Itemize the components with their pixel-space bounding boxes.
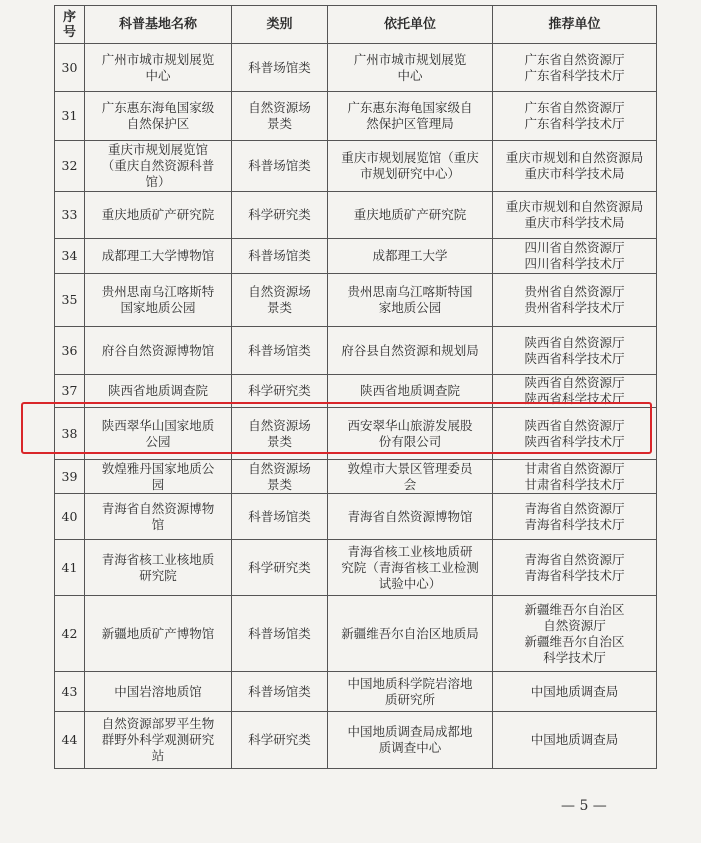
cell-text-line: 试验中心） xyxy=(378,575,442,591)
cell-text-line: 府谷县自然资源和规划局 xyxy=(341,342,479,358)
cell-name xyxy=(85,375,232,408)
cell-text-line: 市规划研究中心） xyxy=(359,166,460,181)
cell-seq: 32 xyxy=(55,141,85,192)
cell-text-line: 科普场馆类 xyxy=(248,59,311,75)
cell-text-line: 陕西省科学技术厅 xyxy=(524,350,625,366)
table-row xyxy=(55,274,657,327)
cell-name xyxy=(85,408,232,460)
cell-text-line: 重庆市规划和自然资源局 xyxy=(505,199,644,214)
cell-text-line: 科普场馆类 xyxy=(248,158,311,173)
cell-text-line: 青海省自然资源厅 xyxy=(524,551,625,567)
table-row xyxy=(55,712,657,769)
cell-text-line: 重庆市规划展览馆（重庆 xyxy=(341,150,479,165)
cell-text-line: 甘肃省自然资源厅 xyxy=(524,460,625,476)
cell-name xyxy=(85,712,232,769)
cell-recommender xyxy=(493,672,657,712)
cell-category xyxy=(232,92,328,141)
cell-seq: 40 xyxy=(55,494,85,540)
cell-category xyxy=(232,460,328,494)
table-row xyxy=(55,494,657,540)
cell-recommender xyxy=(493,44,657,92)
cell-category xyxy=(232,596,328,672)
page-number: — 5 — xyxy=(561,798,607,814)
cell-name xyxy=(85,494,232,540)
cell-text-line: 广州市城市规划展览 xyxy=(101,51,215,67)
table-row xyxy=(55,460,657,494)
cell-host xyxy=(328,540,493,596)
cell-recommender xyxy=(493,712,657,769)
cell-text-line: 重庆市科学技术局 xyxy=(524,215,625,230)
cell-text-line: 贵州省自然资源厅 xyxy=(524,284,625,299)
cell-recommender xyxy=(493,540,657,596)
cell-text-line: 园 xyxy=(151,476,165,492)
cell-text-line: 科学研究类 xyxy=(248,559,311,575)
cell-text-line: 馆） xyxy=(145,174,171,189)
cell-text-line: 自然资源厅 xyxy=(543,617,606,633)
table-row xyxy=(55,44,657,92)
cell-text-line: 群野外科学观测研究 xyxy=(101,732,215,747)
cell-text-line: 西安翠华山旅游发展股 xyxy=(347,417,473,433)
cell-category xyxy=(232,141,328,192)
cell-text-line: 广东惠东海龟国家级自 xyxy=(347,100,473,115)
cell-seq: 36 xyxy=(55,327,85,375)
table-row xyxy=(55,239,657,274)
cell-recommender xyxy=(493,408,657,460)
cell-seq: 37 xyxy=(55,375,85,408)
cell-text-line: 重庆市规划展览馆 xyxy=(107,142,208,157)
cell-host xyxy=(328,494,493,540)
cell-seq: 41 xyxy=(55,540,85,596)
cell-category xyxy=(232,494,328,540)
cell-text-line: 青海省自然资源博物馆 xyxy=(347,508,473,524)
cell-category xyxy=(232,274,328,327)
cell-text-line: 广东省科学技术厅 xyxy=(524,116,625,131)
cell-text-line: 馆 xyxy=(151,516,165,532)
cell-text-line: 重庆市科学技术局 xyxy=(524,166,625,181)
cell-seq: 30 xyxy=(55,44,85,92)
cell-text-line: 青海省核工业核地质研 xyxy=(347,543,473,559)
cell-recommender xyxy=(493,274,657,327)
cell-text-line: 青海省自然资源厅 xyxy=(524,500,625,516)
cell-text-line: 新疆维吾尔自治区 xyxy=(524,633,625,649)
cell-text-line: 敦煌雅丹国家地质公 xyxy=(101,460,215,476)
cell-text-line: 自然资源场 xyxy=(248,284,311,299)
cell-host xyxy=(328,712,493,769)
cell-category xyxy=(232,192,328,239)
cell-text-line: 陕西省自然资源厅 xyxy=(524,334,625,350)
cell-seq: 44 xyxy=(55,712,85,769)
cell-text-line: 新疆维吾尔自治区地质局 xyxy=(341,625,479,641)
cell-text-line: 青海省科学技术厅 xyxy=(524,516,625,532)
table-body xyxy=(55,44,657,769)
cell-text-line: 成都理工大学博物馆 xyxy=(101,248,215,263)
header-category: 类别 xyxy=(232,6,328,44)
cell-category xyxy=(232,672,328,712)
cell-text-line: 科学研究类 xyxy=(248,207,311,222)
cell-text-line: 中国地质调查局 xyxy=(530,683,619,699)
cell-text-line: 研究院 xyxy=(139,567,177,583)
cell-text-line: 科普场馆类 xyxy=(248,683,311,699)
cell-host xyxy=(328,44,493,92)
cell-host xyxy=(328,92,493,141)
cell-text-line: 新疆地质矿产博物馆 xyxy=(101,625,215,641)
cell-category xyxy=(232,375,328,408)
header-seq: 序 号 xyxy=(55,6,85,44)
cell-text-line: 自然资源场 xyxy=(248,460,311,476)
cell-text-line: 陕西省科学技术厅 xyxy=(524,433,625,449)
cell-text-line: 景类 xyxy=(266,300,292,315)
cell-text-line: 国家地质公园 xyxy=(120,300,196,315)
cell-text-line: 府谷自然资源博物馆 xyxy=(101,342,215,358)
cell-text-line: 自然保护区 xyxy=(126,116,190,131)
cell-recommender xyxy=(493,92,657,141)
cell-name xyxy=(85,92,232,141)
table-row xyxy=(55,596,657,672)
cell-text-line: 景类 xyxy=(266,433,292,449)
cell-seq: 34 xyxy=(55,239,85,274)
cell-recommender xyxy=(493,192,657,239)
cell-text-line: 质调查中心 xyxy=(378,740,442,755)
cell-name xyxy=(85,327,232,375)
table-row xyxy=(55,375,657,408)
cell-text-line: 青海省科学技术厅 xyxy=(524,567,625,583)
cell-seq: 31 xyxy=(55,92,85,141)
cell-text-line: 科普场馆类 xyxy=(248,342,311,358)
cell-text-line: 中国地质调查局 xyxy=(530,732,619,747)
cell-recommender xyxy=(493,141,657,192)
cell-text-line: 自然资源场 xyxy=(248,100,311,115)
cell-name xyxy=(85,672,232,712)
cell-text-line: 陕西翠华山国家地质 xyxy=(101,417,215,433)
cell-text-line: 景类 xyxy=(266,476,292,492)
cell-text-line: 四川省自然资源厅 xyxy=(524,240,625,255)
cell-text-line: 陕西省自然资源厅 xyxy=(524,417,625,433)
cell-text-line: 贵州省科学技术厅 xyxy=(524,300,625,315)
cell-text-line: 陕西省地质调查院 xyxy=(359,383,460,398)
cell-text-line: 青海省核工业核地质 xyxy=(101,551,215,567)
cell-text-line: 广州市城市规划展览 xyxy=(353,51,467,67)
cell-text-line: 成都理工大学 xyxy=(372,248,448,263)
cell-text-line: 广东惠东海龟国家级 xyxy=(101,100,215,115)
cell-recommender xyxy=(493,494,657,540)
cell-recommender xyxy=(493,239,657,274)
cell-text-line: 重庆地质矿产研究院 xyxy=(101,207,215,222)
cell-name xyxy=(85,274,232,327)
cell-name xyxy=(85,141,232,192)
cell-host xyxy=(328,408,493,460)
cell-name xyxy=(85,596,232,672)
cell-text-line: 敦煌市大景区管理委员 xyxy=(347,460,473,476)
cell-host xyxy=(328,460,493,494)
cell-text-line: 景类 xyxy=(266,116,292,131)
cell-category xyxy=(232,44,328,92)
cell-category xyxy=(232,540,328,596)
cell-host xyxy=(328,239,493,274)
cell-text-line: （重庆自然资源科普 xyxy=(101,158,215,173)
cell-recommender xyxy=(493,327,657,375)
cell-host xyxy=(328,672,493,712)
cell-text-line: 站 xyxy=(151,748,165,763)
cell-seq: 39 xyxy=(55,460,85,494)
cell-name xyxy=(85,460,232,494)
cell-text-line: 中心 xyxy=(145,67,171,83)
cell-recommender xyxy=(493,460,657,494)
cell-text-line: 陕西省自然资源厅 xyxy=(524,375,625,390)
table-row xyxy=(55,92,657,141)
cell-text-line: 中国地质调查局成都地 xyxy=(347,724,473,739)
cell-category xyxy=(232,712,328,769)
cell-name xyxy=(85,239,232,274)
cell-seq: 35 xyxy=(55,274,85,327)
table-header-row xyxy=(55,6,657,44)
cell-text-line: 重庆市规划和自然资源局 xyxy=(505,150,644,165)
table-row xyxy=(55,327,657,375)
cell-recommender xyxy=(493,375,657,408)
cell-text-line: 自然资源场 xyxy=(248,417,311,433)
cell-seq: 33 xyxy=(55,192,85,239)
cell-text-line: 中国地质科学院岩溶地 xyxy=(347,675,473,691)
cell-recommender xyxy=(493,596,657,672)
cell-text-line: 质研究所 xyxy=(384,691,435,707)
table-row xyxy=(55,141,657,192)
cell-text-line: 贵州思南乌江喀斯特国 xyxy=(347,284,473,299)
header-recommender: 推荐单位 xyxy=(493,6,657,44)
cell-text-line: 青海省自然资源博物 xyxy=(101,500,215,516)
table-row xyxy=(55,192,657,239)
cell-text-line: 重庆地质矿产研究院 xyxy=(353,207,467,222)
cell-text-line: 会 xyxy=(403,476,417,492)
cell-text-line: 科普场馆类 xyxy=(248,508,311,524)
science-base-table xyxy=(54,5,657,769)
cell-text-line: 份有限公司 xyxy=(378,433,442,449)
cell-host xyxy=(328,141,493,192)
cell-text-line: 广东省自然资源厅 xyxy=(524,100,625,115)
cell-seq: 43 xyxy=(55,672,85,712)
cell-text-line: 科普场馆类 xyxy=(248,625,311,641)
cell-text-line: 甘肃省科学技术厅 xyxy=(524,476,625,492)
cell-name xyxy=(85,540,232,596)
cell-host xyxy=(328,192,493,239)
cell-text-line: 新疆维吾尔自治区 xyxy=(524,601,625,617)
cell-name xyxy=(85,192,232,239)
cell-text-line: 然保护区管理局 xyxy=(366,116,454,131)
cell-text-line: 自然资源部罗平生物 xyxy=(101,716,215,731)
cell-text-line: 广东省科学技术厅 xyxy=(524,67,625,83)
cell-category xyxy=(232,408,328,460)
cell-text-line: 四川省科学技术厅 xyxy=(524,256,625,271)
cell-text-line: 科学研究类 xyxy=(248,383,311,398)
table-row xyxy=(55,672,657,712)
cell-text-line: 陕西省地质调查院 xyxy=(107,383,208,398)
cell-host xyxy=(328,375,493,408)
cell-host xyxy=(328,274,493,327)
cell-text-line: 中国岩溶地质馆 xyxy=(114,683,202,699)
cell-text-line: 陕西省科学技术厅 xyxy=(524,391,625,406)
cell-seq: 38 xyxy=(55,408,85,460)
cell-host xyxy=(328,327,493,375)
cell-name xyxy=(85,44,232,92)
cell-text-line: 科学技术厅 xyxy=(543,649,606,665)
cell-text-line: 科学研究类 xyxy=(248,732,311,747)
cell-seq: 42 xyxy=(55,596,85,672)
table-row xyxy=(55,408,657,460)
cell-text-line: 究院（青海省核工业检测 xyxy=(341,559,479,575)
header-host: 依托单位 xyxy=(328,6,493,44)
table-row xyxy=(55,540,657,596)
cell-text-line: 科普场馆类 xyxy=(248,248,311,263)
header-name: 科普基地名称 xyxy=(85,6,232,44)
cell-host xyxy=(328,596,493,672)
cell-category xyxy=(232,327,328,375)
cell-category xyxy=(232,239,328,274)
cell-text-line: 公园 xyxy=(145,433,171,449)
cell-text-line: 广东省自然资源厅 xyxy=(524,51,625,67)
cell-text-line: 中心 xyxy=(397,67,423,83)
cell-text-line: 贵州思南乌江喀斯特 xyxy=(101,284,215,299)
cell-text-line: 家地质公园 xyxy=(378,300,442,315)
